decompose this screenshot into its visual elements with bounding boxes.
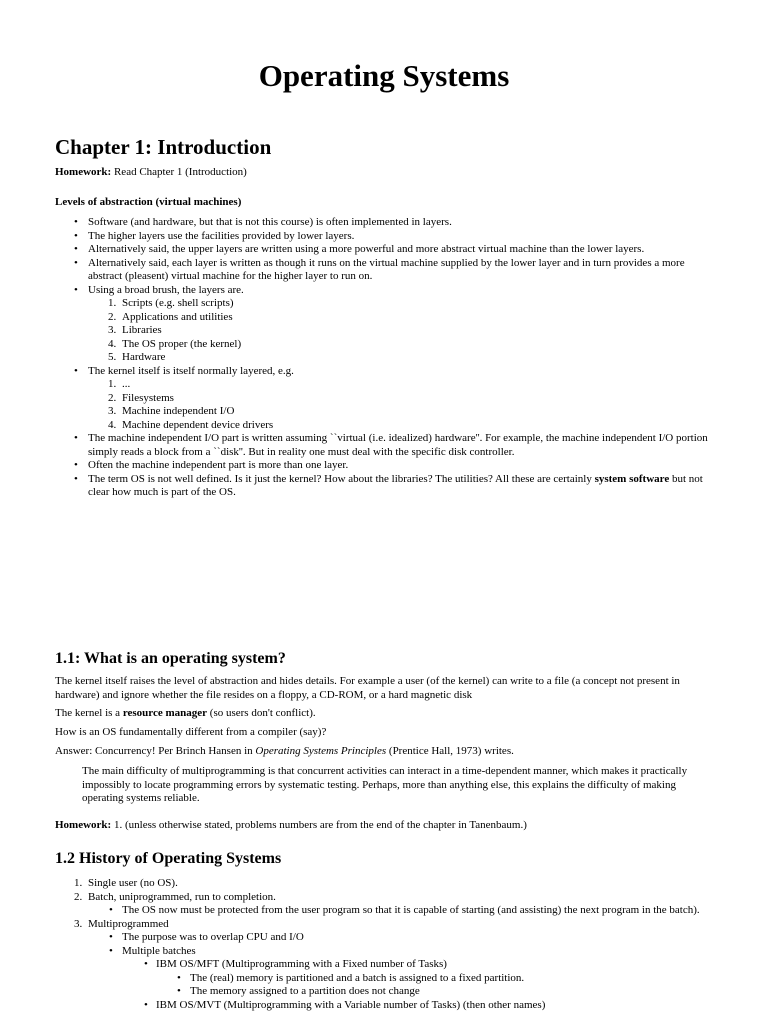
list-item: 1. Scripts (e.g. shell scripts) (108, 297, 234, 309)
history-list (0, 877, 708, 1012)
list-item: • IBM OS/MVT (Multiprogramming with a Variable number of Tasks) (then other names) (0, 999, 708, 1013)
chapter-heading: Chapter 1: Introduction (55, 135, 272, 159)
list-item: 4. Machine dependent device drivers (108, 418, 274, 431)
homework-label: Homework: (55, 166, 112, 178)
list-item: 2. Applications and utilities (108, 310, 233, 323)
list-item: 2. Filesystems (108, 391, 174, 404)
s11-p2: The kernel is a resource manager (so users don't conflict). (55, 707, 316, 719)
list-item: • Software (and hardware, but that is not this course) is often implemented in layers. (0, 216, 708, 230)
list-item: • The OS now must be protected from the user program so that it is capable of starting (and assisting) the next program in the batch). (0, 904, 708, 918)
chapter-wrap (55, 135, 768, 160)
list-item: • Multiple batches (0, 945, 708, 959)
page-title: Operating Systems (258, 58, 510, 93)
s11-p4: Answer: Concurrency! Per Brinch Hansen in Operating Systems Principles (Prentice Hall, 1973) writes. (55, 745, 514, 757)
title-wrap (0, 58, 768, 94)
list-item: • The term OS is not well defined. Is it just the kernel? How about the libraries? The utilities? All these are certainly system software but not clear how much is part of the OS. (0, 473, 708, 500)
list-item: • The purpose was to overlap CPU and I/O (0, 931, 708, 945)
list-item: • The higher layers use the facilities provided by lower layers. (0, 230, 708, 244)
list-item: • Alternatively said, each layer is written as though it runs on the virtual machine supplied by the lower layer and in turn provides a more abstract (pleasent) virtual machine for the higher layer to run on. (0, 257, 708, 284)
list-item: • Using a broad brush, the layers are. (0, 284, 708, 298)
homework-text: Read Chapter 1 (Introduction) (111, 166, 247, 178)
homework-line (55, 166, 768, 180)
levels-list (0, 216, 708, 500)
list-item: • The machine independent I/O part is written assuming ``virtual (i.e. idealized) hardware''. For example, the machine independent I/O portion simply reads a block from a ``disk''. But in reality one must deal with the specific disk controller. (0, 432, 708, 459)
list-item: 5. Hardware (108, 351, 166, 363)
s11-heading-wrap (55, 650, 768, 668)
blockquote: The main difficulty of multiprogramming is that concurrent activities can interact in a time-dependent manner, which makes it practically impossibly to locate programming errors by systematic testing. Perhaps, more than anything else, this explains the difficulty of making operating systems reliable. (82, 765, 688, 804)
section-heading: 1.1: What is an operating system? (55, 650, 286, 667)
list-item: 2. Batch, uniprogrammed, run to completion. (74, 890, 276, 903)
s12-heading-wrap (55, 850, 768, 868)
list-item: 3. Multiprogrammed (74, 917, 169, 930)
list-item: • The kernel itself is itself normally layered, e.g. (0, 365, 708, 379)
list-item: 1. Single user (no OS). (74, 877, 178, 889)
list-item: • Often the machine independent part is more than one layer. (0, 459, 708, 473)
list-item: 1. ... (108, 378, 131, 390)
list-item: • The memory assigned to a partition does not change (0, 985, 708, 999)
levels-heading: Levels of abstraction (virtual machines) (55, 196, 242, 208)
list-item: • The (real) memory is partitioned and a batch is assigned to a fixed partition. (0, 972, 708, 986)
section-heading: 1.2 History of Operating Systems (55, 850, 282, 867)
list-item: 3. Machine independent I/O (108, 405, 235, 417)
list-item: • Alternatively said, the upper layers are written using a more powerful and more abstract virtual machine than the lower layers. (0, 243, 708, 257)
s11-p1: The kernel itself raises the level of abstraction and hides details. For example a user (of the kernel) can write to a file (a concept not present in hardware) and ignore whether the file resides on a floppy, a CD-ROM, or a hard magnetic disk (55, 675, 680, 701)
s11-p3: How is an OS fundamentally different from a compiler (say)? (55, 726, 327, 738)
list-item: 3. Libraries (108, 324, 162, 336)
list-item: 4. The OS proper (the kernel) (108, 337, 242, 350)
homework-line-2: Homework: 1. (unless otherwise stated, problems numbers are from the end of the chapter in Tanenbaum.) (55, 819, 527, 831)
list-item: • IBM OS/MFT (Multiprogramming with a Fixed number of Tasks) (0, 958, 708, 972)
